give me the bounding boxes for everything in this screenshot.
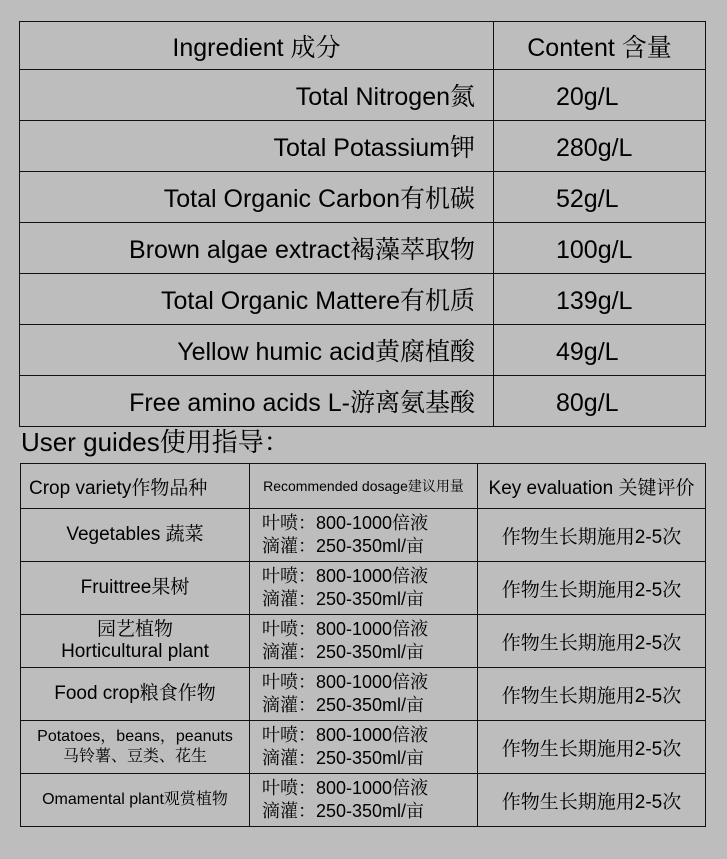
crop-variety-cell — [21, 774, 250, 827]
dosage-line: 滴灌：250-350ml/亩 — [262, 801, 425, 821]
table-row — [21, 668, 706, 721]
dosage-line: 叶喷：800-1000倍液 — [262, 619, 429, 639]
user-guides-title: User guides使用指导： — [21, 427, 290, 457]
table-row — [20, 223, 706, 274]
evaluation-cell: 作物生长期施用2-5次 — [478, 774, 706, 827]
ingredients-table — [19, 21, 706, 427]
crop-variety-cell — [21, 615, 250, 668]
content-column-header: Content 含量 — [494, 22, 706, 70]
crop-variety-column-header: Crop variety作物品种 — [21, 464, 250, 509]
dosage-line: 滴灌：250-350ml/亩 — [262, 748, 425, 768]
table-row — [21, 562, 706, 615]
dosage-cell — [250, 721, 478, 774]
ingredient-name: Total Organic Mattere有机质 — [20, 274, 494, 325]
table-row — [21, 509, 706, 562]
crop-variety-cell — [21, 562, 250, 615]
dosage-line: 滴灌：250-350ml/亩 — [262, 695, 425, 715]
crop-variety-line: Omamental plant观赏植物 — [42, 791, 228, 808]
crop-variety-line: Vegetables 蔬菜 — [66, 524, 204, 545]
dosage-cell — [250, 615, 478, 668]
ingredient-name: Free amino acids L-游离氨基酸 — [20, 376, 494, 427]
crop-variety-line: 园艺植物 — [96, 619, 173, 640]
crop-variety-line: 马铃薯、豆类、花生 — [62, 748, 207, 765]
guides-header-row — [21, 464, 706, 509]
table-row — [20, 376, 706, 427]
crop-variety-cell — [21, 668, 250, 721]
table-row — [20, 121, 706, 172]
crop-variety-cell — [21, 721, 250, 774]
table-row — [21, 774, 706, 827]
ingredient-name: Total Potassium钾 — [20, 121, 494, 172]
evaluation-cell: 作物生长期施用2-5次 — [478, 668, 706, 721]
table-row — [20, 172, 706, 223]
dosage-line: 滴灌：250-350ml/亩 — [262, 536, 425, 556]
evaluation-column-header: Key evaluation 关键评价 — [478, 464, 706, 509]
ingredient-content: 80g/L — [494, 376, 706, 427]
ingredient-content: 139g/L — [494, 274, 706, 325]
table-row — [21, 615, 706, 668]
crop-variety-line: Food crop粮食作物 — [54, 683, 216, 704]
table-row — [20, 274, 706, 325]
ingredient-name: Total Nitrogen氮 — [20, 70, 494, 121]
ingredient-content: 52g/L — [494, 172, 706, 223]
crop-variety-line: Horticultural plant — [61, 641, 209, 662]
evaluation-cell: 作物生长期施用2-5次 — [478, 562, 706, 615]
dosage-line: 滴灌：250-350ml/亩 — [262, 642, 425, 662]
ingredient-name: Brown algae extract褐藻萃取物 — [20, 223, 494, 274]
dosage-column-header: Recommended dosage建议用量 — [250, 464, 478, 509]
dosage-line: 叶喷：800-1000倍液 — [262, 672, 429, 692]
dosage-line: 叶喷：800-1000倍液 — [262, 778, 429, 798]
table-row — [20, 325, 706, 376]
user-guides-table — [20, 463, 706, 827]
dosage-line: 叶喷：800-1000倍液 — [262, 513, 429, 533]
crop-variety-line: Fruittree果树 — [80, 577, 190, 598]
table-row — [20, 70, 706, 121]
table-row — [21, 721, 706, 774]
dosage-cell — [250, 774, 478, 827]
ingredient-content: 49g/L — [494, 325, 706, 376]
ingredients-header-row — [20, 22, 706, 70]
dosage-line: 叶喷：800-1000倍液 — [262, 566, 429, 586]
crop-variety-cell — [21, 509, 250, 562]
ingredient-content: 100g/L — [494, 223, 706, 274]
evaluation-cell: 作物生长期施用2-5次 — [478, 721, 706, 774]
ingredient-name: Total Organic Carbon有机碳 — [20, 172, 494, 223]
ingredient-column-header: Ingredient 成分 — [20, 22, 494, 70]
crop-variety-line: Potatoes，beans，peanuts — [37, 728, 233, 745]
dosage-line: 叶喷：800-1000倍液 — [262, 725, 429, 745]
dosage-line: 滴灌：250-350ml/亩 — [262, 589, 425, 609]
dosage-cell — [250, 562, 478, 615]
evaluation-cell: 作物生长期施用2-5次 — [478, 509, 706, 562]
ingredient-name: Yellow humic acid黄腐植酸 — [20, 325, 494, 376]
dosage-cell — [250, 668, 478, 721]
ingredient-content: 20g/L — [494, 70, 706, 121]
dosage-cell — [250, 509, 478, 562]
ingredient-content: 280g/L — [494, 121, 706, 172]
evaluation-cell: 作物生长期施用2-5次 — [478, 615, 706, 668]
